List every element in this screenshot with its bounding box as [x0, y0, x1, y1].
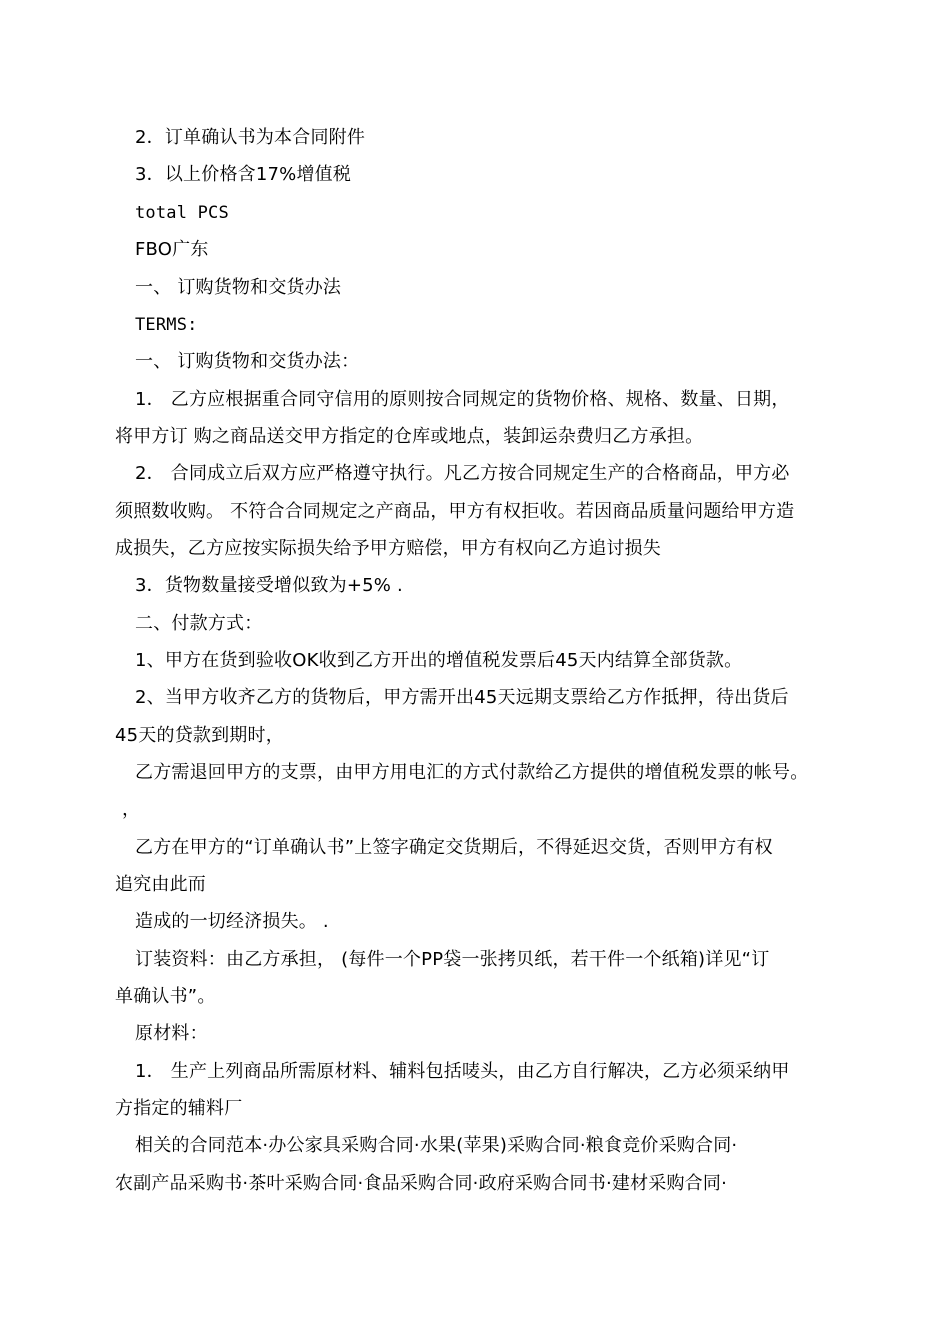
text-line: 2．订单确认书为本合同附件 [135, 127, 366, 148]
related-links-line: 相关的合同范本·办公家具采购合同·水果(苹果)采购合同·粮食竞价采购合同· [135, 1135, 738, 1156]
text-line: 将甲方订 购之商品送交甲方指定的仓库或地点，装卸运杂费归乙方承担。 [115, 426, 704, 447]
text-line: 乙方在甲方的“订单确认书”上签字确定交货期后，不得延迟交货，否则甲方有权 [135, 837, 773, 858]
section-heading: 二、付款方式： [135, 613, 263, 634]
text-line: total PCS [135, 203, 229, 223]
text-line: 须照数收购。 不符合合同规定之产商品，甲方有权拒收。若因商品质量问题给甲方造 [115, 501, 795, 522]
text-line: 乙方需退回甲方的支票，由甲方用电汇的方式付款给乙方提供的增值税发票的帐号。 [135, 762, 809, 783]
text-line: 订装资料：由乙方承担， (每件一个PP袋一张拷贝纸，若干件一个纸箱)详见“订 [135, 949, 770, 970]
text-line: FBO广东 [135, 239, 209, 260]
related-links-line: 农副产品采购书·茶叶采购合同·食品采购合同·政府采购合同书·建材采购合同· [115, 1173, 728, 1194]
text-line: 单确认书”。 [115, 986, 216, 1007]
text-line: 方指定的辅料厂 [115, 1098, 243, 1119]
text-line: ， [122, 799, 141, 820]
text-line: 3．以上价格含17%增值税 [135, 164, 352, 185]
text-line: 追究由此而 [115, 874, 206, 895]
text-line: 造成的一切经济损失。 . [135, 911, 329, 932]
text-line: 2． 合同成立后双方应严格遵守执行。凡乙方按合同规定生产的合格商品，甲方必 [135, 463, 790, 484]
text-line: 成损失，乙方应按实际损失给予甲方赔偿，甲方有权向乙方追讨损失 [115, 538, 661, 559]
text-line: 2、当甲方收齐乙方的货物后，甲方需开出45天远期支票给乙方作抵押，待出货后 [135, 687, 789, 708]
text-line: 1． 生产上列商品所需原材料、辅料包括唛头，由乙方自行解决，乙方必须采纳甲 [135, 1061, 790, 1082]
text-line: 3．货物数量接受增似致为+5% . [135, 575, 403, 596]
section-heading: 原材料： [135, 1023, 208, 1044]
text-line: 45天的贷款到期时， [115, 725, 284, 746]
section-heading: 一、 订购货物和交货办法： [135, 351, 360, 372]
section-heading: 一、 订购货物和交货办法 [135, 277, 342, 298]
text-line: TERMS: [135, 315, 198, 335]
text-line: 1、甲方在货到验收OK收到乙方开出的增值税发票后45天内结算全部货款。 [135, 650, 743, 671]
text-line: 1． 乙方应根据重合同守信用的原则按合同规定的货物价格、规格、数量、日期， [135, 389, 790, 410]
